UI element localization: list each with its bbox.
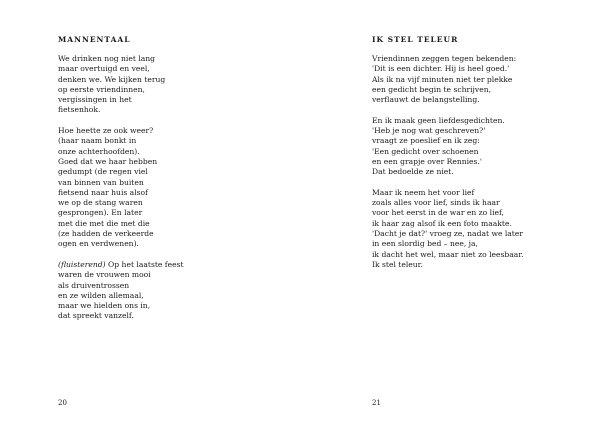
poem-line: dat spreekt vanzelf. bbox=[58, 311, 134, 321]
stanza bbox=[58, 260, 278, 322]
poem-line: als druiventrossen bbox=[58, 280, 130, 290]
poem-line: denken we. We kijken terug bbox=[58, 74, 166, 84]
italic-aside: (fluisterend) bbox=[58, 259, 106, 269]
right-page bbox=[300, 0, 600, 432]
poem-line: een gedicht begin te schrijven, bbox=[372, 84, 491, 94]
poem-line: Goed dat we haar hebben bbox=[58, 156, 158, 166]
poem-line: We drinken nog niet lang bbox=[58, 54, 156, 63]
poem-line: Dat bedoelde ze niet. bbox=[372, 167, 454, 177]
poem-line: Als ik na vijf minuten niet ter plekke bbox=[372, 74, 513, 84]
poem-line: ogen en verdwenen). bbox=[58, 239, 139, 249]
poem-line: ik haar zag alsof ik een foto maakte. bbox=[372, 218, 512, 228]
poem-line: en ze wilden allemaal, bbox=[58, 290, 144, 300]
poem-body-right bbox=[372, 54, 572, 281]
poem-line: met die met die met die bbox=[58, 218, 150, 228]
poem-line: gedumpt (de regen viel bbox=[58, 167, 148, 177]
poem-line: Maar ik neem het voor lief bbox=[372, 187, 475, 197]
poem-line: 'Heb je nog wat geschreven?' bbox=[372, 126, 486, 136]
poem-line: op eerste vriendinnen, bbox=[58, 84, 145, 94]
poem-line: (haar naam bonkt in bbox=[58, 136, 137, 146]
poem-line: vergissingen in het bbox=[58, 95, 132, 105]
poem-title-right: IK STEL TELEUR bbox=[372, 35, 459, 44]
poem-line: 'Dacht je dat?' vroeg ze, nadat we later bbox=[372, 229, 523, 239]
stanza bbox=[58, 54, 278, 116]
poem-line: 'Een gedicht over schoenen bbox=[372, 146, 479, 156]
stanza bbox=[58, 126, 278, 250]
poem-line: van binnen van buiten bbox=[58, 177, 144, 187]
poem-line: Vriendinnen zeggen tegen bekenden: bbox=[372, 54, 517, 63]
poem-line: fietsenhok. bbox=[58, 105, 101, 115]
poem-line: en een grapje over Rennies.' bbox=[372, 156, 482, 166]
poem-line: vraagt ze poeslief en ik zeg: bbox=[372, 136, 480, 146]
stanza bbox=[372, 188, 572, 270]
poem-line: Hoe heette ze ook weer? bbox=[58, 126, 154, 136]
poem-line: maar overtuigd en veel, bbox=[58, 64, 150, 74]
poem-line: waren de vrouwen mooi bbox=[58, 270, 151, 280]
poem-line: onze achterhoofden). bbox=[58, 146, 140, 156]
poem-line: we op de stang waren bbox=[58, 198, 143, 208]
poem-line: ik dacht het wel, maar niet zo leesbaar. bbox=[372, 249, 524, 259]
poem-line: (ze hadden de verkeerde bbox=[58, 229, 154, 239]
poem-line: En ik maak geen liefdesgedichten. bbox=[372, 115, 505, 125]
page-number-left: 20 bbox=[58, 399, 67, 407]
stanza bbox=[372, 116, 572, 178]
poem-line: voor het eerst in de war en zo lief, bbox=[372, 208, 504, 218]
poem-line: gesprongen). En later bbox=[58, 208, 143, 218]
poem-line: Ik stel teleur. bbox=[372, 259, 423, 269]
poem-title-left: MANNENTAAL bbox=[58, 35, 131, 44]
poem-line: verflauwt de belangstelling. bbox=[372, 95, 480, 105]
line-rest: Op het laatste feest bbox=[105, 259, 184, 269]
stanza bbox=[372, 54, 572, 105]
poem-line: zoals alles voor lief, sinds ik haar bbox=[372, 198, 500, 208]
poem-line bbox=[58, 260, 278, 270]
poem-line: in een slordig bed – nee, ja, bbox=[372, 239, 478, 249]
page-number-right: 21 bbox=[372, 399, 381, 407]
poem-body-left bbox=[58, 54, 278, 332]
poem-line: maar we hielden ons in, bbox=[58, 301, 151, 311]
poem-line: 'Dit is een dichter. Hij is heel goed.' bbox=[372, 64, 510, 74]
poem-line: fietsend naar huis alsof bbox=[58, 187, 148, 197]
